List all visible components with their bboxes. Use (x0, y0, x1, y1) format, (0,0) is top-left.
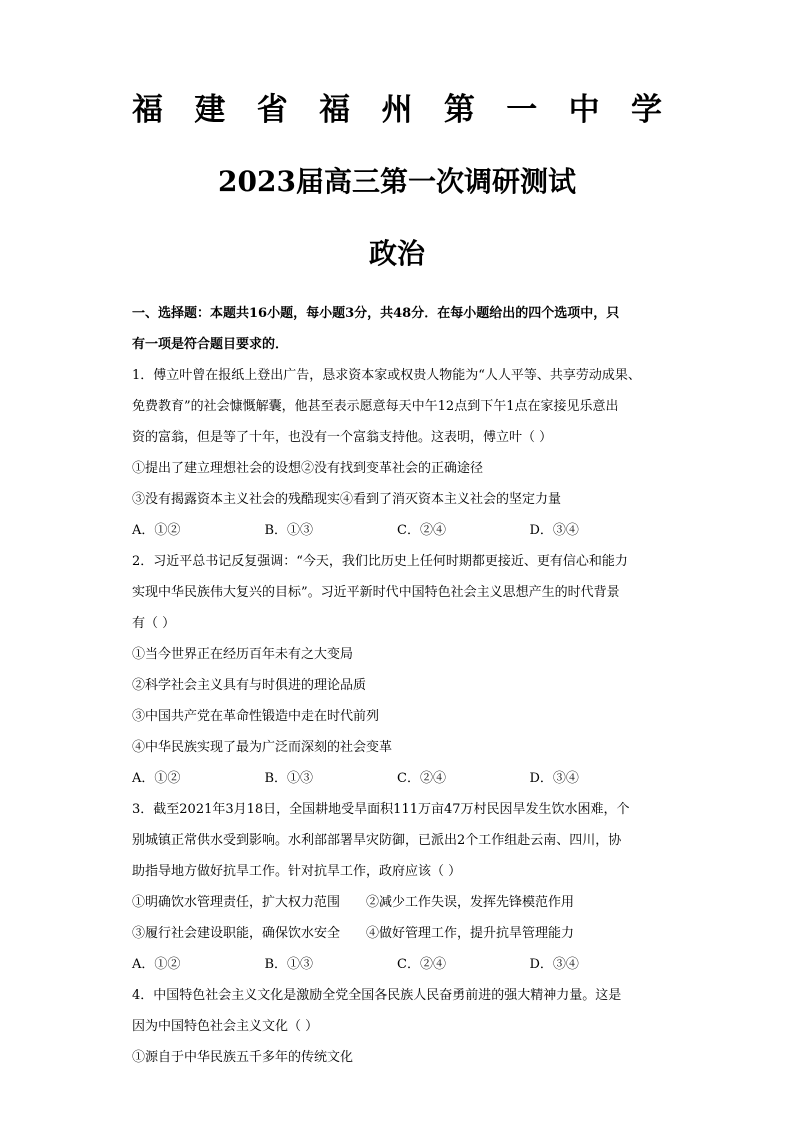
answer-choice-b: B．①③ (264, 957, 314, 972)
question-stem-line: 实现中华民族伟大复兴的目标”。习近平新时代中国特色社会主义思想产生的时代背景 (132, 585, 620, 600)
answer-choice-c: C．②④ (397, 957, 446, 972)
answer-choices (132, 763, 662, 794)
question-2 (132, 546, 662, 794)
answer-choice-d: D．③④ (529, 957, 579, 972)
question-stem-line: 因为中国特色社会主义文化（ ） (132, 1019, 319, 1034)
exam-content (132, 298, 662, 1073)
question-option-line: ③履行社会建设职能，确保饮水安全 ④做好管理工作，提升抗旱管理能力 (132, 926, 575, 941)
school-char: 建 (194, 92, 226, 128)
answer-choice-d: D．③④ (529, 523, 579, 538)
question-option-line: ①源自于中华民族五千多年的传统文化 (132, 1050, 354, 1065)
section-instruction: 一、选择题：本题共16小题，每小题3分，共48分．在每小题给出的四个选项中，只 (132, 306, 620, 321)
school-char: 福 (319, 92, 351, 128)
question-stem-line: 有（ ） (132, 616, 176, 631)
answer-choice-c: C．②④ (397, 523, 446, 538)
answer-choice-d: D．③④ (529, 771, 579, 786)
question-stem-line: 3．截至2021年3月18日，全国耕地受旱面积111万亩47万村民因旱发生饮水困难，个 (132, 802, 630, 817)
answer-choices (132, 515, 662, 546)
question-option-line: ③中国共产党在革命性锻造中走在时代前列 (132, 709, 380, 724)
answer-choices (132, 949, 662, 980)
question-option-line: ①提出了建立理想社会的设想②没有找到变革社会的正确途径 (132, 461, 484, 476)
question-stem-line: 4．中国特色社会主义文化是激励全党全国各民族人民奋勇前进的强大精神力量。这是 (132, 988, 622, 1003)
answer-choice-a: A．①② (132, 957, 181, 972)
question-3 (132, 794, 662, 980)
question-option-line: ③没有揭露资本主义社会的残酷现实④看到了消灭资本主义社会的坚定力量 (132, 492, 562, 507)
answer-choice-b: B．①③ (264, 771, 314, 786)
school-char: 福 (132, 92, 163, 128)
question-1 (132, 360, 662, 546)
school-char: 学 (631, 92, 662, 128)
answer-choice-c: C．②④ (397, 771, 446, 786)
question-option-line: ①当今世界正在经历百年未有之大变局 (132, 647, 354, 662)
question-4 (132, 980, 662, 1073)
school-char: 第 (443, 92, 475, 128)
question-stem-line: 资的富翁，但是等了十年，也没有一个富翁支持他。这表明，傅立叶（ ） (132, 430, 553, 445)
question-stem-line: 助指导地方做好抗旱工作。针对抗旱工作，政府应该（ ） (132, 864, 462, 879)
section-instruction: 有一项是符合题目要求的． (132, 337, 289, 352)
exam-title: 2023届高三第一次调研测试 (218, 165, 576, 198)
question-stem-line: 1．傅立叶曾在报纸上登出广告，恳求资本家或权贵人物能为“人人平等、共享劳动成果、 (132, 368, 641, 383)
answer-choice-b: B．①③ (264, 523, 314, 538)
school-char: 中 (568, 92, 600, 128)
question-stem-line: 免费教育”的社会慷慨解囊，他甚至表示愿意每天中午12点到下午1点在家接见乐意出 (132, 399, 619, 414)
answer-choice-a: A．①② (132, 523, 181, 538)
school-char: 州 (381, 92, 413, 128)
question-stem-line: 2．习近平总书记反复强调：“今天，我们比历史上任何时期都更接近、更有信心和能力 (132, 554, 628, 569)
school-name (132, 88, 662, 132)
subject-title: 政治 (368, 237, 425, 270)
question-option-line: ①明确饮水管理责任，扩大权力范围 ②减少工作失误，发挥先锋模范作用 (132, 895, 575, 910)
school-char: 一 (506, 92, 538, 128)
answer-choice-a: A．①② (132, 771, 181, 786)
question-option-line: ②科学社会主义具有与时俱进的理论品质 (132, 678, 367, 693)
school-char: 省 (256, 92, 288, 128)
question-stem-line: 别城镇正常供水受到影响。水利部部署旱灾防御，已派出2个工作组赴云南、四川，协 (132, 833, 622, 848)
question-option-line: ④中华民族实现了最为广泛而深刻的社会变革 (132, 740, 393, 755)
